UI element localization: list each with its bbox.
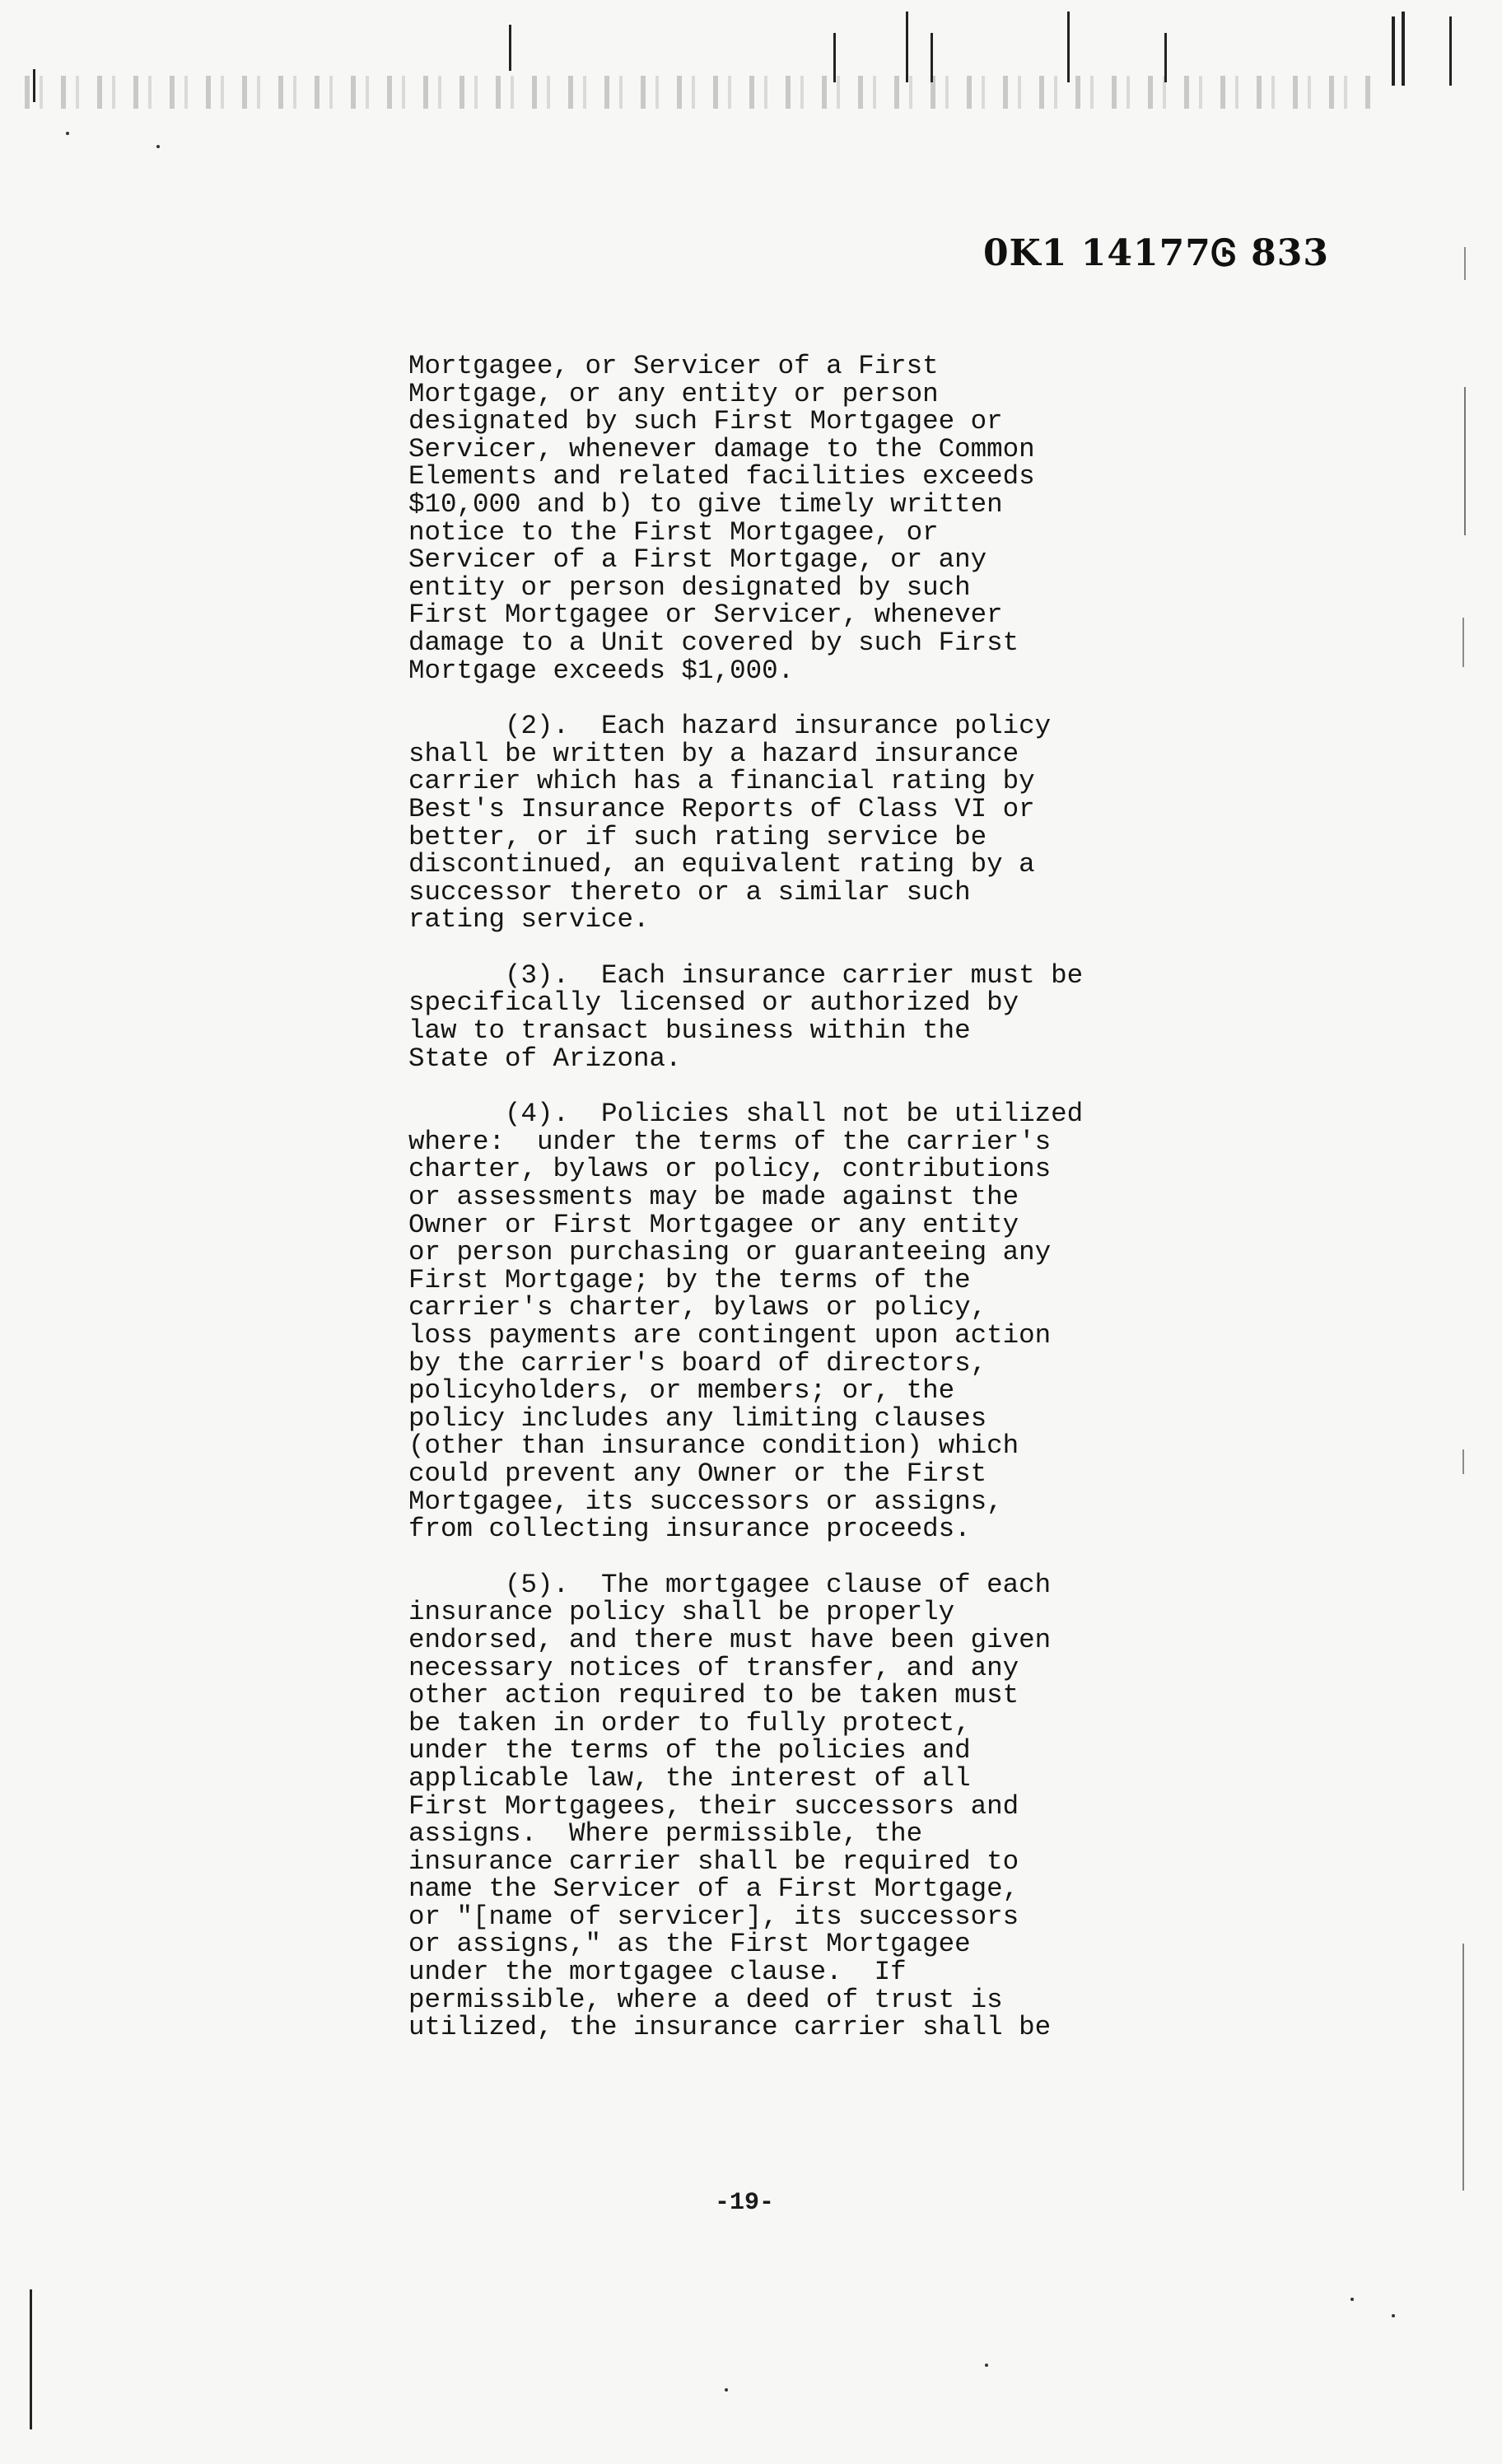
paragraph-item-2 [408,712,1133,934]
text-line: insurance policy shall be properly [408,1597,955,1628]
paragraph-continuation [408,352,1133,684]
text-line: Elements and related facilities exceeds [408,461,1035,492]
text-line: applicable law, the interest of all [408,1762,971,1794]
text-line: under the terms of the policies and [408,1735,971,1766]
text-line: notice to the First Mortgagee, or [408,516,939,548]
scan-speck [156,145,160,148]
text-line: insurance carrier shall be required to [408,1846,1019,1877]
scan-mark [1462,1449,1464,1474]
text-line: (other than insurance condition) which [408,1430,1019,1462]
text-line: or assigns," as the First Mortgagee [408,1929,971,1960]
text-line: carrier's charter, bylaws or policy, [408,1292,987,1323]
text-line: $10,000 and b) to give timely written [408,488,1003,520]
text-line: or "[name of servicer], its successors [408,1901,1019,1932]
scan-mark [1164,33,1167,82]
text-line: better, or if such rating service be [408,821,987,852]
text-line: law to transact business within the [408,1015,971,1047]
text-line: assigns. Where permissible, the [408,1818,923,1850]
text-line: (3). Each insurance carrier must be [408,959,1084,991]
text-line: shall be written by a hazard insurance [408,738,1019,769]
scan-mark [1464,247,1466,280]
text-line: utilized, the insurance carrier shall be [408,2012,1052,2043]
page-number: -19- [715,2189,775,2217]
text-line: First Mortgage; by the terms of the [408,1264,971,1295]
text-line: First Mortgagee or Servicer, whenever [408,600,1003,631]
book-page-stamp: 0K1 14177Ꮆ 833 [982,232,1329,274]
text-line: discontinued, an equivalent rating by a [408,849,1035,880]
text-line: endorsed, and there must have been given [408,1624,1052,1655]
paragraph-item-4 [408,1100,1133,1543]
text-line: damage to a Unit covered by such First [408,627,1019,658]
text-line: specifically licensed or authorized by [408,987,1019,1019]
text-line: permissible, where a deed of trust is [408,1984,1003,2015]
text-line: Servicer of a First Mortgage, or any [408,544,987,576]
scan-speck [66,132,69,135]
scan-mark [1464,387,1466,535]
scan-mark [1392,16,1395,86]
text-line: Servicer, whenever damage to the Common [408,433,1035,464]
scan-mark [906,12,908,82]
text-line: or assessments may be made against the [408,1182,1019,1213]
text-line: where: under the terms of the carrier's [408,1126,1052,1157]
text-line: Best's Insurance Reports of Class VI or [408,793,1035,824]
text-line: other action required to be taken must [408,1680,1019,1711]
scan-speck [985,2364,988,2367]
scan-mark [1067,12,1070,82]
text-line: (2). Each hazard insurance policy [408,711,1052,742]
scan-mark [33,69,35,102]
scan-mark [509,25,511,71]
body-text [408,352,1133,2070]
text-line: Mortgage exceeds $1,000. [408,655,795,686]
text-line: designated by such First Mortgagee or [408,406,1003,437]
text-line: policy includes any limiting clauses [408,1402,987,1434]
text-line: Mortgagee, its successors or assigns, [408,1486,1003,1517]
scan-speck [725,2388,728,2392]
text-line: by the carrier's board of directors, [408,1347,987,1379]
text-line: (4). Policies shall not be utilized [408,1099,1084,1130]
text-line: charter, bylaws or policy, contributions [408,1154,1052,1185]
text-line: be taken in order to fully protect, [408,1707,971,1738]
text-line: loss payments are contingent upon action [408,1320,1052,1351]
scan-mark [931,33,933,82]
text-line: First Mortgagees, their successors and [408,1790,1019,1822]
scan-speck [1392,2314,1395,2317]
text-line: from collecting insurance proceeds. [408,1514,971,1545]
text-line: or person purchasing or guaranteeing any [408,1237,1052,1268]
text-line: under the mortgagee clause. If [408,1957,907,1988]
scan-mark [1402,12,1405,86]
text-line: Owner or First Mortgagee or any entity [408,1209,1019,1240]
text-line: (5). The mortgagee clause of each [408,1569,1052,1600]
text-line: policyholders, or members; or, the [408,1375,955,1407]
scan-mark [1449,16,1452,86]
text-line: successor thereto or a similar such [408,876,971,908]
scan-noise-top [25,76,1375,109]
paragraph-item-3 [408,959,1133,1074]
text-line: name the Servicer of a First Mortgage, [408,1874,1019,1905]
text-line: Mortgagee, or Servicer of a First [408,351,939,381]
text-line: carrier which has a financial rating by [408,766,1035,797]
text-line: entity or person designated by such [408,572,971,603]
text-line: State of Arizona. [408,1043,682,1074]
scan-mark [833,33,836,82]
scan-speck [1350,2298,1354,2301]
text-line: Mortgage, or any entity or person [408,378,939,409]
text-line: rating service. [408,904,650,936]
text-line: could prevent any Owner or the First [408,1458,987,1489]
scan-mark [30,2289,32,2429]
text-line: necessary notices of transfer, and any [408,1652,1019,1683]
paragraph-item-5 [408,1571,1133,2042]
scan-mark [1462,1944,1464,2191]
scan-mark [1462,618,1464,667]
